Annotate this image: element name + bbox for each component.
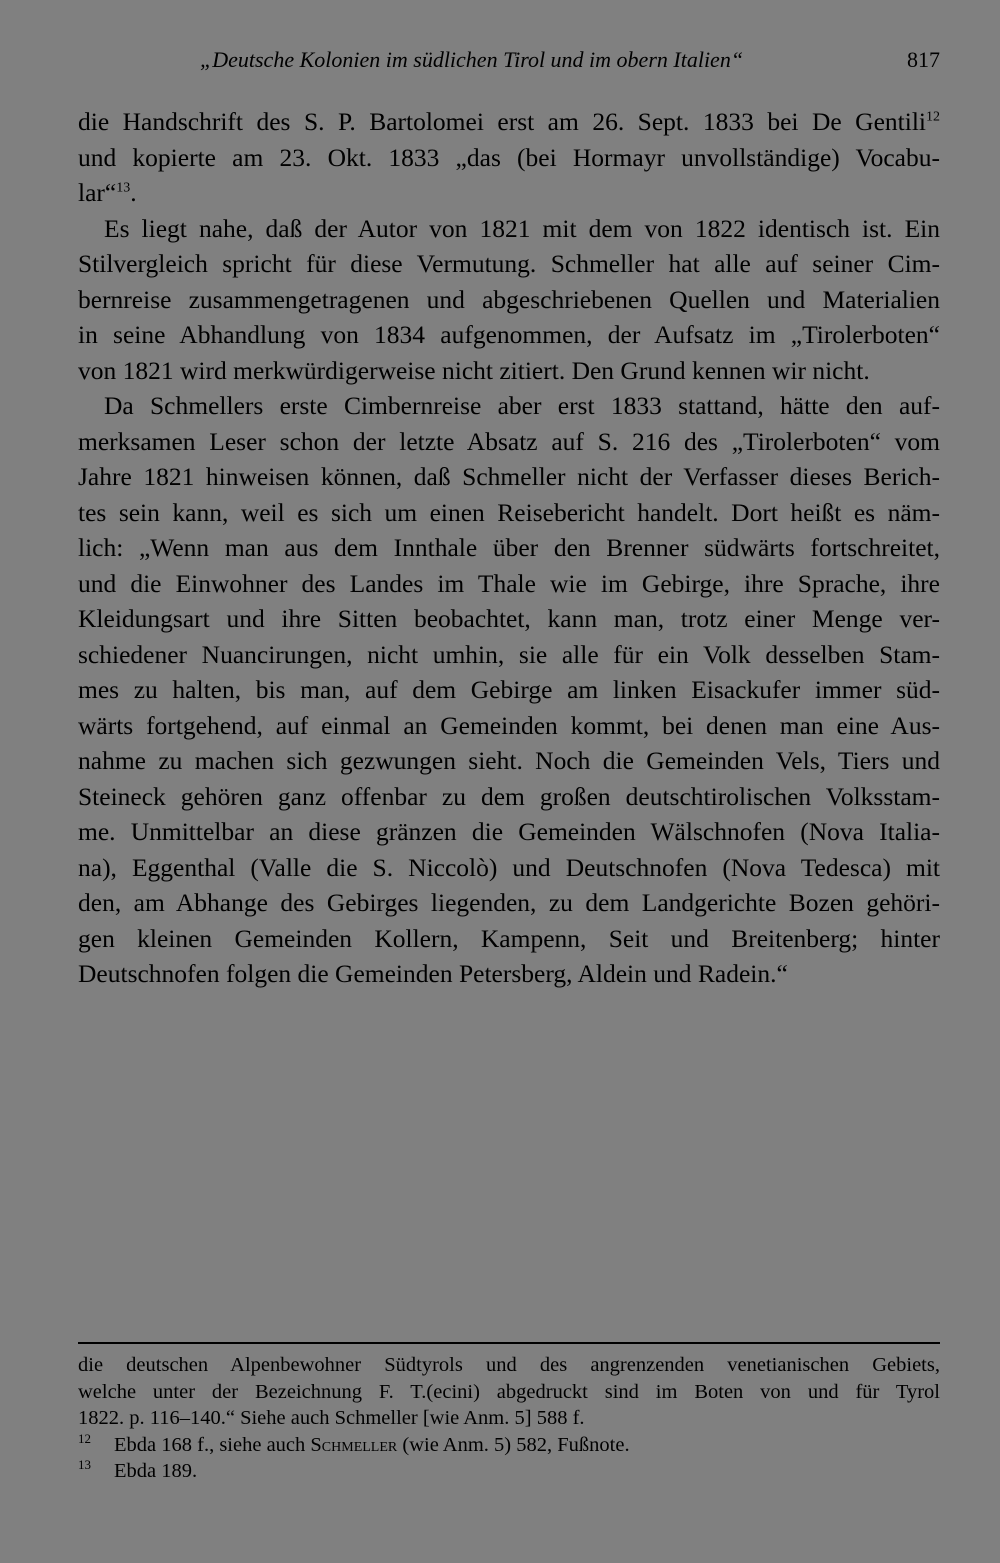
text-line: lich: „Wenn man aus dem Innthale über den Brenner südwärts fortschreitet, bbox=[78, 533, 940, 562]
text-line: Jahre 1821 hinweisen können, daß Schmeller nicht der Verfasser dieses Berich- bbox=[78, 462, 940, 491]
body-text bbox=[78, 104, 940, 992]
text-line: und die Einwohner des Landes im Thale wie im Gebirge, ihre Sprache, ihre bbox=[78, 568, 940, 598]
text-line: Steineck gehören ganz offenbar zu dem großen deutschtirolischen Volksstam- bbox=[78, 781, 940, 811]
text-line: den, am Abhange des Gebirges liegenden, zu dem Landgerichte Bozen gehöri- bbox=[78, 888, 940, 917]
text-line: von 1821 wird merkwürdigerweise nicht zitiert. Den Grund kennen wir nicht. bbox=[78, 355, 870, 385]
text-line: Deutschnofen folgen die Gemeinden Petersberg, Aldein und Radein.“ bbox=[78, 959, 788, 988]
text-line: na), Eggenthal (Valle die S. Niccolò) und Deutschnofen (Nova Tedesca) mit bbox=[78, 852, 940, 882]
text-line: Da Schmellers erste Cimbernreise aber erst 1833 stattand, hätte den auf- bbox=[104, 391, 940, 420]
running-head bbox=[200, 42, 940, 78]
text-line: Stilvergleich spricht für diese Vermutung. Schmeller hat alle auf seiner Cim- bbox=[78, 249, 940, 278]
footnote-ref: 12 bbox=[926, 109, 940, 125]
text-line: schiedener Nuancirungen, nicht umhin, sie alle für ein Volk desselben Stam- bbox=[78, 639, 940, 669]
footnote-12: 12 Ebda 168 f., siehe auch Schmeller (wie Anm. 5) 582, Fußnote. bbox=[78, 1430, 630, 1456]
text-line: me. Unmittelbar an diese gränzen die Gemeinden Wälschnofen (Nova Italia- bbox=[78, 817, 940, 846]
text-line: nahme zu machen sich gezwungen sieht. Noch die Gemeinden Vels, Tiers und bbox=[78, 746, 940, 775]
text-line: tes sein kann, weil es sich um einen Reisebericht handelt. Dort heißt es näm- bbox=[78, 497, 940, 527]
footnote-line: die deutschen Alpenbewohner Südtyrols und des angrenzenden venetianischen Gebiets, bbox=[78, 1354, 940, 1376]
running-title: „Deutsche Kolonien im südlichen Tirol und im obern Italien“ bbox=[200, 47, 744, 72]
text-line: Es liegt nahe, daß der Autor von 1821 mit dem von 1822 identisch ist. Ein bbox=[104, 213, 940, 243]
text-line: in seine Abhandlung von 1834 aufgenommen, der Aufsatz im „Tirolerboten“ bbox=[78, 320, 940, 349]
footnotes bbox=[78, 1352, 940, 1485]
text-line: bernreise zusammengetragenen und abgeschriebenen Quellen und Materialien bbox=[78, 284, 940, 314]
footnote-separator bbox=[78, 1342, 940, 1344]
text-line: wärts fortgehend, auf einmal an Gemeinden kommt, bei denen man eine Aus- bbox=[78, 710, 940, 740]
page-number: 817 bbox=[907, 47, 940, 72]
footnote-line: welche unter der Bezeichnung F. T.(ecini) abgedruckt sind im Boten von und für Tyrol bbox=[78, 1380, 940, 1403]
footnote-line: 1822. p. 116–140.“ Siehe auch Schmeller [wie Anm. 5] 588 f. bbox=[78, 1407, 585, 1429]
text-line: gen kleinen Gemeinden Kollern, Kampenn, Seit und Breitenberg; hinter bbox=[78, 923, 940, 953]
text-line: Kleidungsart und ihre Sitten beobachtet, kann man, trotz einer Menge ver- bbox=[78, 604, 940, 633]
footnote-ref: 13 bbox=[116, 180, 131, 196]
text-line: lar“$^{13}$. bbox=[78, 178, 137, 207]
text-line: und kopierte am 23. Okt. 1833 „das (bei Hormayr unvollständige) Vocabu- bbox=[78, 142, 940, 172]
text-line: merksamen Leser schon der letzte Absatz auf S. 216 des „Tirolerboten“ vom bbox=[78, 426, 940, 456]
footnote-13: 13 Ebda 189. bbox=[78, 1457, 198, 1482]
text-line: mes zu halten, bis man, auf dem Gebirge am linken Eisackufer immer süd- bbox=[78, 675, 940, 704]
text-line: die Handschrift des S. P. Bartolomei erst am 26. Sept. 1833 bei De Gentili$^{12}$ bbox=[78, 107, 940, 136]
